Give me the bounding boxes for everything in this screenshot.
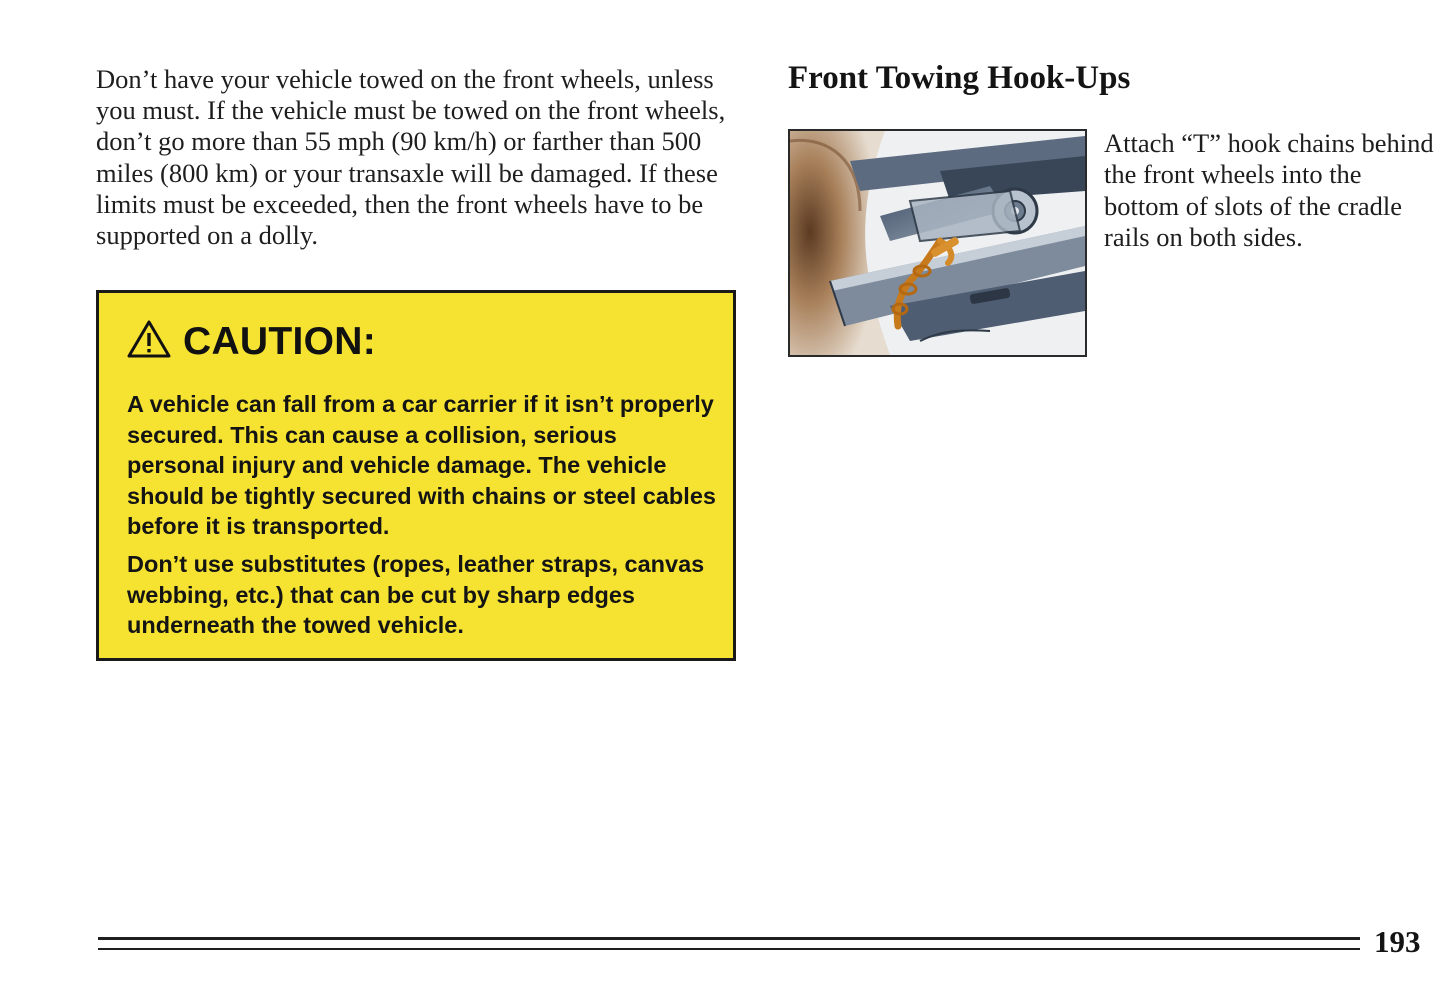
caution-box <box>96 290 736 661</box>
caution-heading <box>127 319 376 364</box>
intro-paragraph: Don’t have your vehicle towed on the front wheels, unless you must. If the vehicle must be towed on the front wheels, don’t go more than 55 mph (90 km/h) or farther than 500 miles (800 km) or your transaxle will be damaged. If these limits must be exceeded, then the front wheels have to be supported on a dolly. <box>96 64 726 251</box>
tow-hook-chain-illustration <box>788 129 1087 357</box>
page-number: 193 <box>1374 924 1421 959</box>
footer-rule <box>98 937 1360 950</box>
caution-title: CAUTION: <box>183 319 377 363</box>
warning-triangle-icon <box>127 319 171 364</box>
footer-rule-thin <box>98 948 1360 950</box>
footer-rule-thick <box>98 937 1360 940</box>
caution-paragraph-1: A vehicle can fall from a car carrier if it isn’t properly secured. This can cause a collision, serious personal injury and vehicle damage. The vehicle should be tightly secured with chains or steel cables before it is transported. <box>127 391 716 540</box>
section-heading: Front Towing Hook-Ups <box>788 60 1131 96</box>
front-towing-description: Attach “T” hook chains behind the front wheels into the bottom of slots of the cradle rails on both sides. <box>1104 128 1434 252</box>
caution-paragraph-2: Don’t use substitutes (ropes, leather straps, canvas webbing, etc.) that can be cut by sharp edges underneath the towed vehicle. <box>127 551 705 639</box>
